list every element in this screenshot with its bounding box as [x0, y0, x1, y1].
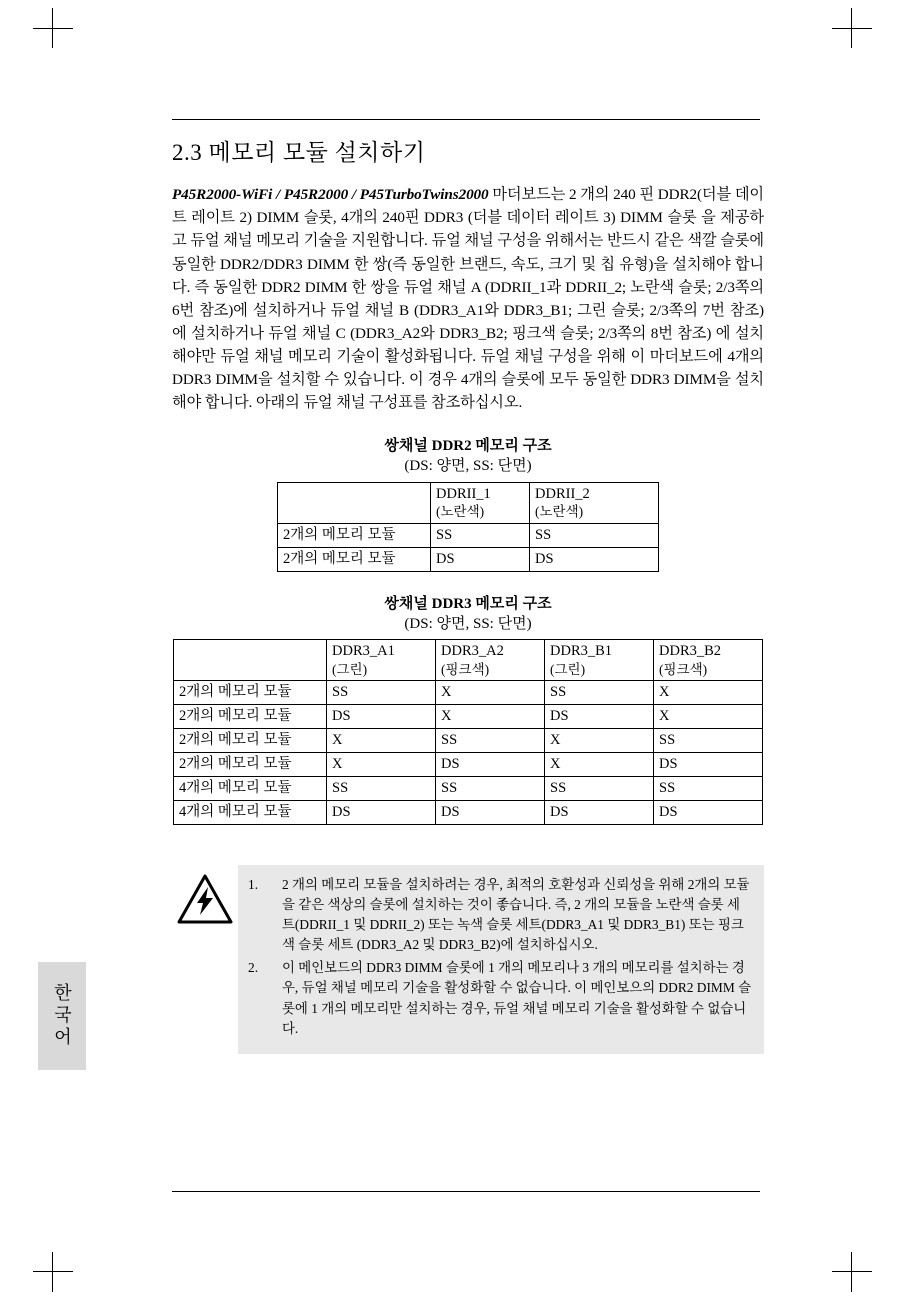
note-text: 2 개의 메모리 모듈을 설치하려는 경우, 최적의 호환성과 신뢰성을 위해 2개의 모듈을 같은 색상의 슬롯에 설치하는 것이 좋습니다. 즉, 2 개의 모듈을 노란색 슬롯 세트(DDRII_1 및 DDRII_2) 또는 녹색 슬롯 세트(DDR3_A1 및 DDR3_B1) 또는 핑크색 슬롯 세트 (DDR3_A2 및 DDR3_B2)에 설치하십시오.	[282, 876, 750, 953]
page-title: 2.3 메모리 모듈 설치하기	[172, 140, 426, 165]
footer-rule	[172, 1191, 760, 1192]
table-row	[174, 752, 763, 776]
cell-value: DS	[545, 800, 654, 824]
table-row	[174, 800, 763, 824]
cell-value: SS	[327, 776, 436, 800]
ddr2-col-header	[431, 482, 530, 523]
table-row	[174, 728, 763, 752]
cell-value: SS	[530, 523, 659, 547]
header-rule	[172, 119, 760, 120]
cell-value: DS	[327, 800, 436, 824]
ddr2-table-block	[172, 436, 764, 571]
note-item	[248, 875, 752, 955]
intro-body-text: 마더보드는 2 개의 240 핀 DDR2(더블 데이트 레이트 2) DIMM 슬롯, 4개의 240핀 DDR3 (더블 데이터 레이트 3) DIMM 슬롯 을 제공하고 듀얼 채널 메모리 기술을 지원합니다. 듀얼 채널 구성을 위해서는 반드시 같은 색깔 슬롯에 동일한 DDR2/DDR3 DIMM 한 쌍(즉 동일한 브랜드, 속도, 크기 및 칩 유형)을 설치해야 합니다. 즉 동일한 DDR2 DIMM 한 쌍을 듀얼 채널 A (DDRII_1과 DDRII_2; 노란색 슬롯; 2/3쪽의 6번 참조)에 설치하거나 듀얼 채널 B (DDR3_A1와 DDR3_B1; 그린 슬롯; 2/3쪽의 7번 참조) 에 설치하거나 듀얼 채널 C (DDR3_A2와 DDR3_B2; 핑크색 슬롯; 2/3쪽의 8번 참조) 에 설치해야만 듀얼 채널 메모리 기술이 활성화됩니다. 듀얼 채널 구성을 위해 이 마더보드에 4개의 DDR3 DIMM을 설치할 수 있습니다. 이 경우 4개의 슬롯에 모두 동일한 DDR3 DIMM을 설치해야 합니다. 아래의 듀얼 채널 구성표를 참조하십시오.	[172, 186, 764, 412]
ddr3-col-color: (핑크색)	[659, 661, 708, 677]
crop-mark-bottom-right-h	[832, 1271, 872, 1272]
table-row	[278, 523, 659, 547]
ddr2-col-color: (노란색)	[535, 504, 584, 520]
note-section	[172, 865, 764, 1054]
cell-value: DS	[654, 800, 763, 824]
ddr3-col-header	[654, 640, 763, 681]
row-label: 4개의 메모리 모듈	[174, 776, 327, 800]
row-label: 4개의 메모리 모듈	[174, 800, 327, 824]
page-content	[172, 140, 764, 1054]
ddr3-table-title: 쌍채널 DDR3 메모리 구조	[384, 595, 552, 612]
cell-value: SS	[436, 776, 545, 800]
note-number: 1.	[248, 876, 259, 892]
crop-mark-bottom-left-v	[52, 1252, 53, 1292]
model-names: P45R2000-WiFi / P45R2000 / P45TurboTwins2000	[172, 186, 489, 204]
ddr3-col-name: DDR3_B2	[659, 643, 722, 660]
ddr3-col-header	[327, 640, 436, 681]
cell-value: SS	[436, 728, 545, 752]
cell-value: X	[654, 704, 763, 728]
ddr3-col-header	[545, 640, 654, 681]
crop-mark-top-left-h	[33, 28, 73, 29]
cell-value: DS	[654, 752, 763, 776]
ddr3-col-header	[436, 640, 545, 681]
cell-value: SS	[431, 523, 530, 547]
cell-value: SS	[327, 680, 436, 704]
crop-mark-top-right-h	[832, 28, 872, 29]
chapter-side-tab	[38, 962, 86, 1070]
note-number: 2.	[248, 960, 259, 976]
ddr2-col-color: (노란색)	[436, 504, 485, 520]
note-item	[248, 958, 752, 1038]
cell-value: SS	[654, 776, 763, 800]
ddr3-table-subtitle: (DS: 양면, SS: 단면)	[404, 615, 532, 632]
row-label: 2개의 메모리 모듈	[278, 547, 431, 571]
cell-value: DS	[545, 704, 654, 728]
row-label: 2개의 메모리 모듈	[174, 704, 327, 728]
table-row	[174, 680, 763, 704]
note-text: 이 메인보드의 DDR3 DIMM 슬롯에 1 개의 메모리나 3 개의 메모리를 설치하는 경우, 듀얼 채널 메모리 기술을 활성화할 수 없습니다. 이 메인보으의 DDR2 DIMM 슬롯에 1 개의 메모리만 설치하는 경우, 듀얼 채널 메모리 기술을 활성화할 수 없습니다.	[282, 960, 752, 1036]
ddr2-col-header	[530, 482, 659, 523]
warning-triangle-icon	[172, 865, 238, 925]
chapter-side-tab-label: 한국어	[52, 983, 72, 1049]
ddr3-col-color: (그린)	[550, 661, 586, 677]
ddr3-col-color: (그린)	[332, 661, 368, 677]
cell-value: DS	[327, 704, 436, 728]
cell-value: X	[436, 704, 545, 728]
ddr3-table-block	[172, 594, 764, 825]
row-label: 2개의 메모리 모듈	[174, 752, 327, 776]
cell-value: SS	[545, 680, 654, 704]
cell-value: SS	[545, 776, 654, 800]
ddr2-corner-cell	[278, 482, 431, 523]
table-header-row	[278, 482, 659, 523]
cell-value: X	[327, 728, 436, 752]
crop-mark-bottom-right-v	[851, 1252, 852, 1292]
ddr2-table-subtitle: (DS: 양면, SS: 단면)	[404, 458, 532, 475]
row-label: 2개의 메모리 모듈	[174, 680, 327, 704]
ddr3-col-color: (핑크색)	[441, 661, 490, 677]
ddr3-corner-cell	[174, 640, 327, 681]
cell-value: DS	[436, 800, 545, 824]
cell-value: X	[545, 752, 654, 776]
ddr3-col-name: DDR3_B1	[550, 643, 613, 660]
row-label: 2개의 메모리 모듈	[174, 728, 327, 752]
table-row	[174, 776, 763, 800]
row-label: 2개의 메모리 모듈	[278, 523, 431, 547]
cell-value: DS	[436, 752, 545, 776]
table-header-row	[174, 640, 763, 681]
ddr2-col-name: DDRII_1	[436, 485, 491, 502]
table-row	[278, 547, 659, 571]
table-row	[174, 704, 763, 728]
cell-value: DS	[530, 547, 659, 571]
intro-paragraph	[172, 183, 764, 414]
cell-value: SS	[654, 728, 763, 752]
cell-value: X	[545, 728, 654, 752]
note-box	[238, 865, 764, 1054]
ddr2-table	[277, 482, 659, 572]
ddr2-col-name: DDRII_2	[535, 485, 590, 502]
cell-value: X	[436, 680, 545, 704]
cell-value: DS	[431, 547, 530, 571]
ddr3-col-name: DDR3_A1	[332, 643, 395, 660]
crop-mark-bottom-left-h	[33, 1271, 73, 1272]
ddr3-table	[173, 639, 763, 825]
ddr2-table-title: 쌍채널 DDR2 메모리 구조	[384, 438, 552, 455]
cell-value: X	[327, 752, 436, 776]
ddr3-col-name: DDR3_A2	[441, 643, 504, 660]
cell-value: X	[654, 680, 763, 704]
